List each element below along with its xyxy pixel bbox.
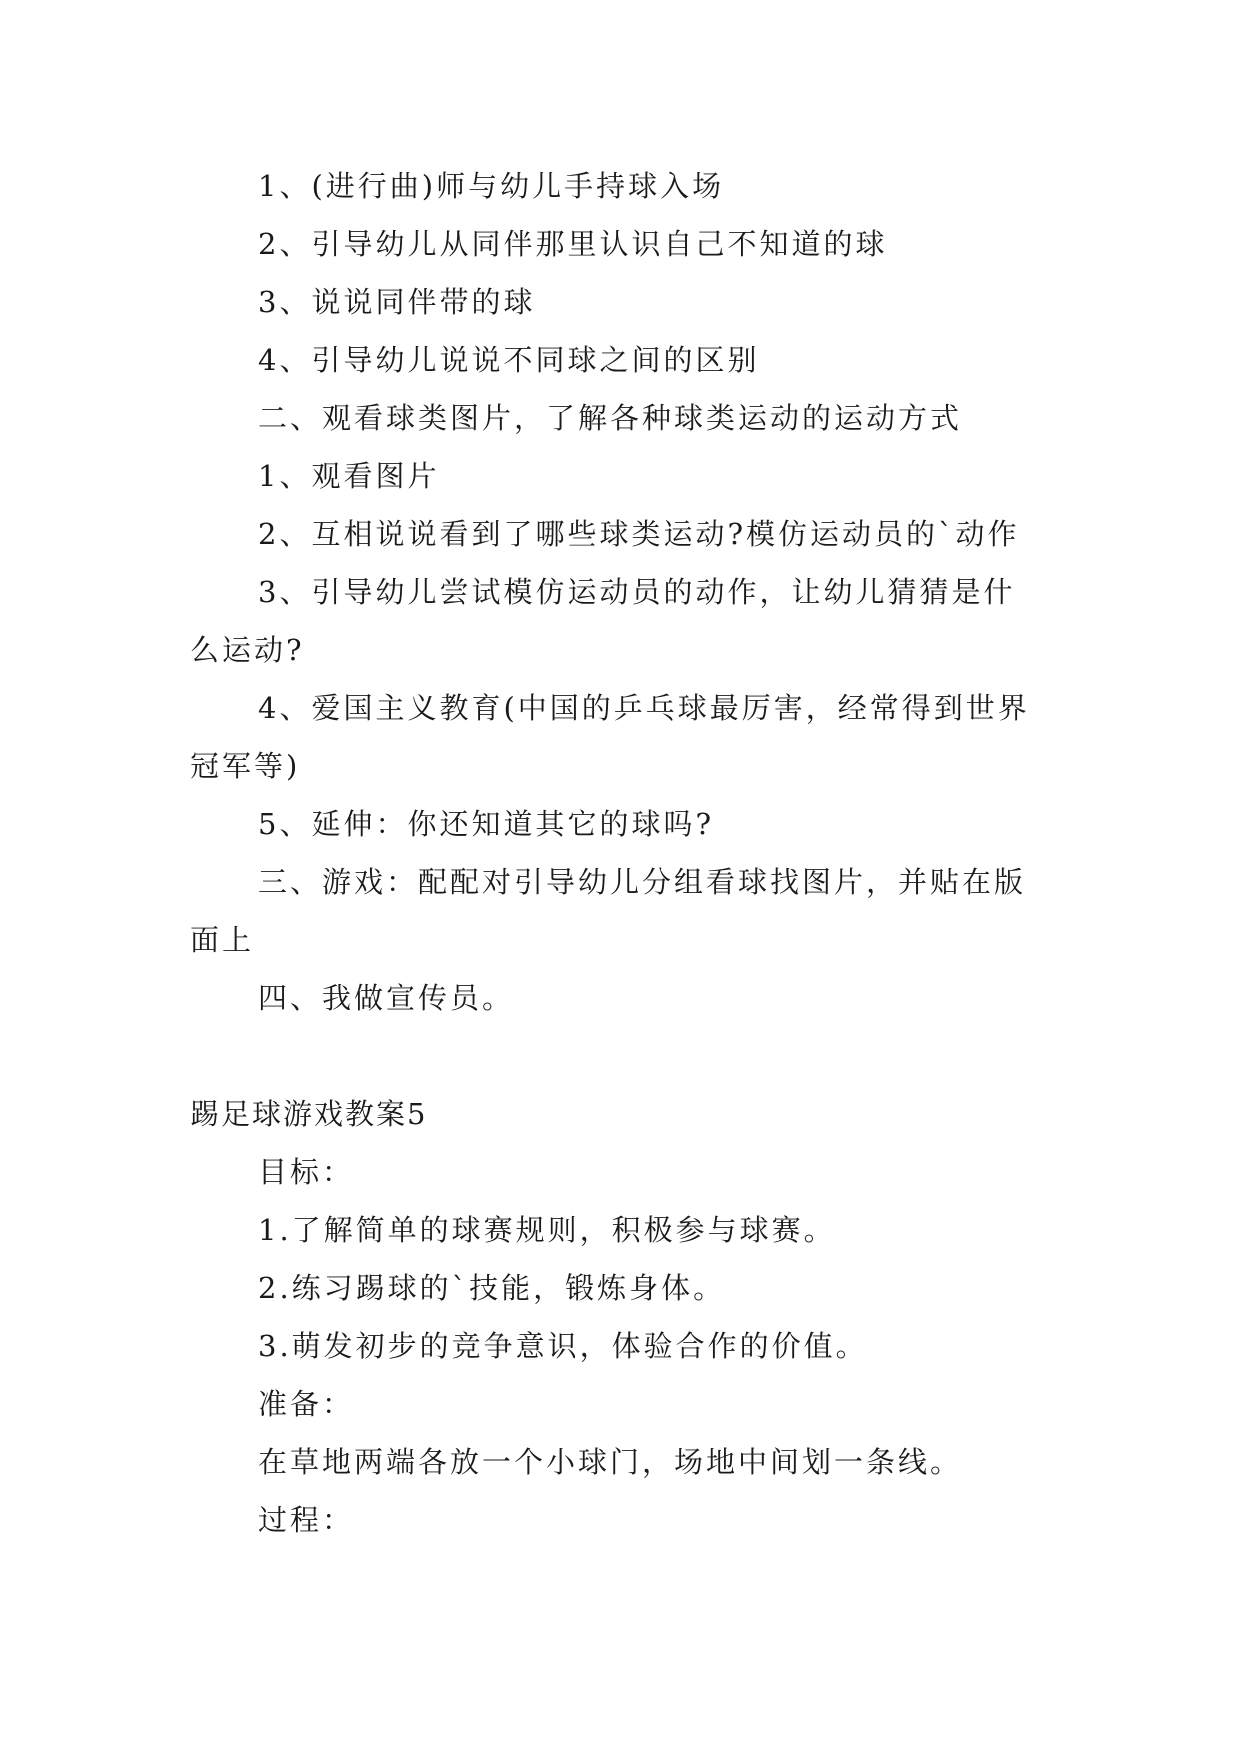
list-item: 3、说说同伴带的球 (258, 285, 536, 319)
list-item: 5、延伸：你还知道其它的球吗? (258, 807, 714, 841)
section-heading-continuation: 面上 (190, 923, 255, 957)
list-item-continuation: 冠军等) (190, 749, 301, 783)
subsection-label: 过程： (258, 1503, 355, 1537)
list-item: 3.萌发初步的竞争意识，体验合作的价值。 (258, 1329, 868, 1363)
list-item: 2、互相说说看到了哪些球类运动?模仿运动员的`动作 (258, 517, 1020, 551)
list-item: 1、(进行曲)师与幼儿手持球入场 (258, 169, 725, 203)
list-item: 4、引导幼儿说说不同球之间的区别 (258, 343, 760, 377)
list-item: 2.练习踢球的`技能，锻炼身体。 (258, 1271, 726, 1305)
section-title: 踢足球游戏教案5 (190, 1097, 428, 1131)
list-item: 2、引导幼儿从同伴那里认识自己不知道的球 (258, 227, 888, 261)
section-heading: 四、我做宣传员。 (258, 981, 515, 1015)
list-item-continuation: 么运动? (190, 633, 305, 667)
section-heading: 三、游戏：配配对引导幼儿分组看球找图片，并贴在版 (258, 865, 1027, 899)
subsection-label: 目标： (258, 1155, 355, 1189)
list-item: 1、观看图片 (258, 459, 440, 493)
subsection-label: 准备： (258, 1387, 355, 1421)
section-heading: 二、观看球类图片，了解各种球类运动的运动方式 (258, 401, 963, 435)
list-item: 3、引导幼儿尝试模仿运动员的动作，让幼儿猜猜是什 (258, 575, 1016, 609)
list-item: 1.了解简单的球赛规则，积极参与球赛。 (258, 1213, 836, 1247)
paragraph: 在草地两端各放一个小球门，场地中间划一条线。 (258, 1445, 963, 1479)
list-item: 4、爱国主义教育(中国的乒乓球最厉害，经常得到世界 (258, 691, 1030, 725)
